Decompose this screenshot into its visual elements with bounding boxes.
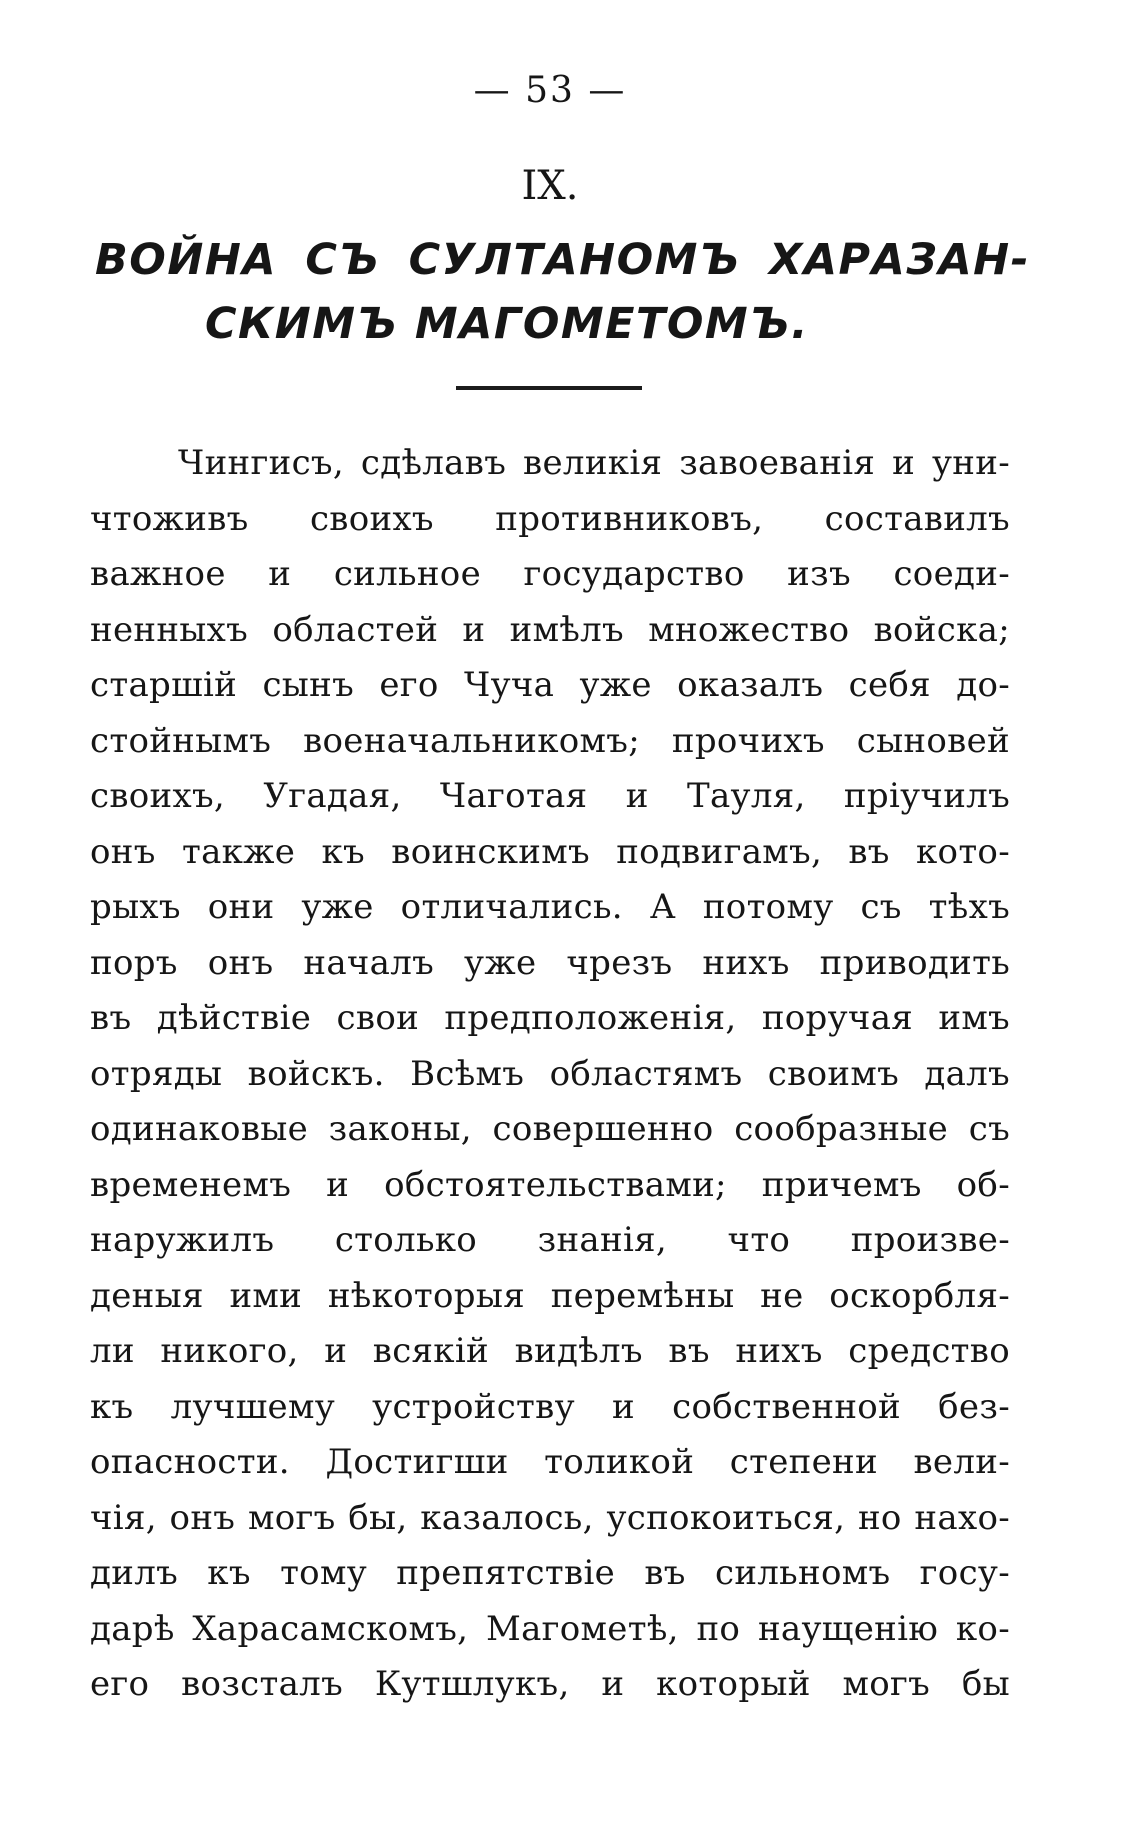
text-line: наружилъ столько знанія, что произве- bbox=[90, 1220, 1010, 1260]
text-line: его возсталъ Кутшлукъ, и который могъ бы bbox=[90, 1664, 1010, 1704]
text-line: опасности. Достигши толикой степени вели- bbox=[90, 1442, 1010, 1482]
chapter-title bbox=[95, 228, 1030, 356]
chapter-title-line: СКИМЪ МАГОМЕТОМЪ. bbox=[205, 299, 809, 349]
section-divider bbox=[456, 386, 642, 390]
text-line: поръ онъ началъ уже чрезъ нихъ приводить bbox=[90, 942, 1010, 983]
page-number: — 53 — bbox=[473, 70, 627, 111]
text-line: своихъ, Угадая, Чаготая и Тауля, пріучилъ bbox=[90, 776, 1010, 816]
body-paragraph bbox=[90, 436, 1010, 1713]
text-line: отряды войскъ. Всѣмъ областямъ своимъ далъ bbox=[90, 1053, 1010, 1094]
text-line: одинаковые законы, совершенно сообразные съ bbox=[90, 1109, 1010, 1149]
text-line: рыхъ они уже отличались. А потому съ тѣхъ bbox=[90, 887, 1010, 927]
text-line: дарѣ Харасамскомъ, Магометѣ, по наущенію ко- bbox=[90, 1608, 1010, 1649]
text-line: дилъ къ тому препятствіе въ сильномъ госу- bbox=[90, 1553, 1010, 1593]
text-line: онъ также къ воинскимъ подвигамъ, въ кото- bbox=[90, 831, 1010, 872]
text-line: стойнымъ военачальникомъ; прочихъ сыновей bbox=[90, 720, 1010, 761]
text-line: къ лучшему устройству и собственной без- bbox=[90, 1386, 1010, 1427]
text-line: чія, онъ могъ бы, казалось, успокоиться, но нахо- bbox=[90, 1497, 1010, 1538]
text-line: ли никого, и всякій видѣлъ въ нихъ средство bbox=[90, 1331, 1010, 1371]
chapter-title-line: ВОЙНА СЪ СУЛТАНОМЪ ХАРАЗАН- bbox=[95, 235, 1030, 285]
text-line: Чингисъ, сдѣлавъ великія завоеванія и уни- bbox=[178, 443, 1010, 483]
text-line: деныя ими нѣкоторыя перемѣны не оскорбля- bbox=[90, 1275, 1010, 1316]
text-line: чтоживъ своихъ противниковъ, составилъ bbox=[90, 498, 1010, 539]
chapter-number: IX. bbox=[521, 163, 579, 209]
text-line: важное и сильное государство изъ соеди- bbox=[90, 554, 1010, 594]
text-line: временемъ и обстоятельствами; причемъ об- bbox=[90, 1164, 1010, 1205]
text-line: ненныхъ областей и имѣлъ множество войска; bbox=[90, 609, 1010, 650]
text-line: старшій сынъ его Чуча уже оказалъ себя до- bbox=[90, 665, 1010, 705]
text-line: въ дѣйствіе свои предположенія, поручая имъ bbox=[90, 998, 1010, 1038]
